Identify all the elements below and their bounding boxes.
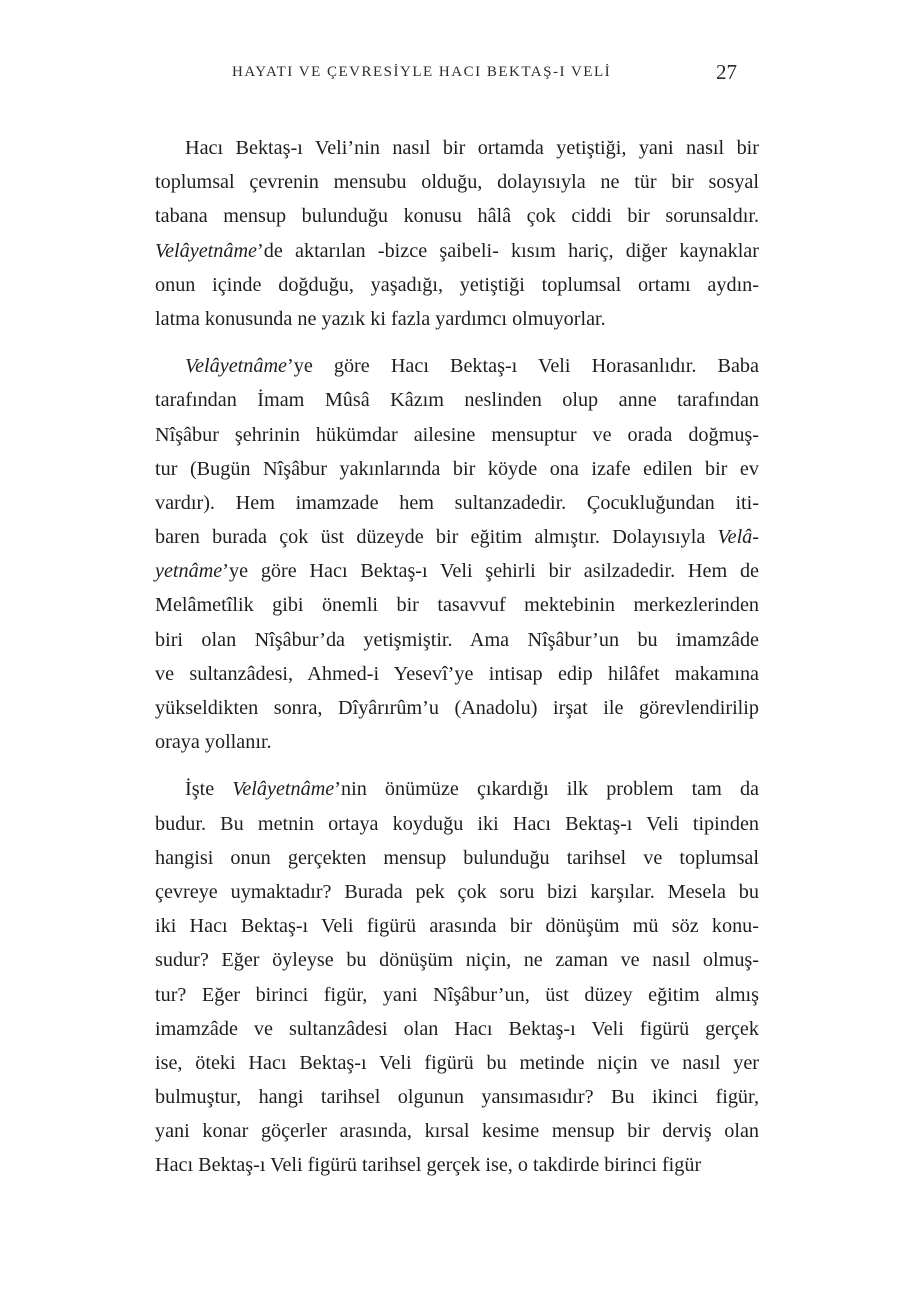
text-line (155, 807, 759, 841)
text-segment: baren burada çok üst düzeyde bir eğitim almıştır. Dolayısıyla (155, 526, 718, 549)
text-line (155, 1012, 759, 1046)
text-segment: yani konar göçerler arasında, kırsal kesime mensup bir derviş olan (155, 1120, 759, 1143)
text-segment: İşte (185, 778, 233, 801)
text-line (155, 841, 759, 875)
text-segment: ’ye göre Hacı Bektaş-ı Veli Horasanlıdır. Baba (287, 355, 759, 378)
running-head (0, 60, 900, 90)
text-segment: vardır). Hem imamzade hem sultanzadedir. Çocukluğundan iti- (155, 491, 759, 514)
text-segment: toplumsal çevrenin mensubu olduğu, dolayısıyla ne tür bir sosyal (155, 171, 759, 194)
text-segment: ’nin önümüze çıkardığı ilk problem tam da (334, 778, 759, 801)
text-line (155, 978, 759, 1012)
text-segment: ise, öteki Hacı Bektaş-ı Veli figürü bu metinde niçin ve nasıl yer (155, 1051, 759, 1074)
text-segment: budur. Bu metnin ortaya koyduğu iki Hacı Bektaş-ı Veli tipinden (155, 812, 759, 835)
text-line (155, 725, 759, 759)
text-line (155, 1148, 759, 1182)
text-segment: tur (Bugün Nîşâbur yakınlarında bir köyde ona izafe edilen bir ev (155, 457, 759, 480)
running-head-title: HAYATI VE ÇEVRESİYLE HACI BEKTAŞ-I VELİ (232, 64, 612, 80)
text-line (155, 486, 759, 520)
text-line (155, 131, 759, 165)
text-segment: Hacı Bektaş-ı Veli figürü tarihsel gerçek ise, o takdirde birinci figür (155, 1154, 702, 1177)
text-segment: tur? Eğer birinci figür, yani Nîşâbur’un, üst düzey eğitim almış (155, 983, 759, 1006)
text-segment: Hacı Bektaş-ı Veli’nin nasıl bir ortamda yetiştiği, yani nasıl bir (185, 137, 759, 159)
italic-title-segment: Velâyetnâme (185, 355, 288, 378)
italic-title-segment: Velâyetnâme (232, 778, 335, 801)
text-segment: tabana mensup bulunduğu konusu hâlâ çok ciddi bir sorunsaldır. (155, 205, 759, 228)
text-segment: oraya yollanır. (155, 731, 272, 754)
italic-title-segment: yetnâme (155, 560, 223, 583)
text-segment: bulmuştur, hangi tarihsel olgunun yansımasıdır? Bu ikinci figür, (155, 1086, 759, 1109)
text-line (155, 588, 759, 622)
text-segment: biri olan Nîşâbur’da yetişmiştir. Ama Nîşâbur’un bu imamzâde (155, 628, 759, 651)
paragraph (155, 131, 759, 336)
text-segment: tarafından İmam Mûsâ Kâzım neslinden olup anne tarafından (155, 389, 759, 412)
paragraph (155, 349, 759, 759)
paragraph-gap (155, 759, 759, 772)
text-segment: hangisi onun gerçekten mensup bulunduğu tarihsel ve toplumsal (155, 846, 759, 869)
text-line (155, 199, 759, 233)
text-segment: yükseldikten sonra, Dîyârırûm’u (Anadolu) irşat ile görevlendirilip (155, 697, 759, 719)
text-segment: onun içinde doğduğu, yaşadığı, yetiştiği toplumsal ortamı aydın- (155, 273, 759, 296)
text-line (155, 1080, 759, 1114)
text-line (155, 520, 759, 554)
text-segment: iki Hacı Bektaş-ı Veli figürü arasında bir dönüşüm mü söz konu- (155, 915, 759, 938)
text-line (155, 452, 759, 486)
text-line (155, 165, 759, 199)
text-segment: Nîşâbur şehrinin hükümdar ailesine mensuptur ve orada doğmuş- (155, 423, 759, 446)
text-line (155, 691, 759, 725)
text-segment: ’de aktarılan -bizce şaibeli- kısım hariç, diğer kaynaklar (257, 239, 759, 262)
text-line (155, 875, 759, 909)
paragraph-gap (155, 336, 759, 349)
text-line (155, 1046, 759, 1080)
italic-title-segment: Velâyetnâme (155, 239, 258, 262)
text-segment: ’ye göre Hacı Bektaş-ı Veli şehirli bir asilzadedir. Hem de (222, 560, 759, 583)
text-segment: çevreye uymaktadır? Burada pek çok soru bizi karşılar. Mesela bu (155, 880, 759, 903)
text-line (155, 302, 759, 336)
text-segment: Melâmetîlik gibi önemli bir tasavvuf mektebinin merkezlerinden (155, 594, 759, 617)
page-number: 27 (716, 60, 737, 84)
paragraph (155, 772, 759, 1182)
text-line (155, 943, 759, 977)
text-line (155, 772, 759, 806)
text-line (155, 268, 759, 302)
text-line (155, 909, 759, 943)
text-line (155, 1114, 759, 1148)
text-line (155, 623, 759, 657)
italic-title-segment: Velâ- (717, 526, 759, 549)
text-line (155, 418, 759, 452)
text-line (155, 554, 759, 588)
text-segment: sudur? Eğer öyleyse bu dönüşüm niçin, ne zaman ve nasıl olmuş- (155, 949, 759, 972)
text-line (155, 657, 759, 691)
text-line (155, 383, 759, 417)
text-line (155, 234, 759, 268)
body-text (155, 131, 759, 1183)
text-segment: latma konusunda ne yazık ki fazla yardımcı olmuyorlar. (155, 307, 606, 330)
text-line (155, 349, 759, 383)
text-segment: imamzâde ve sultanzâdesi olan Hacı Bektaş-ı Veli figürü gerçek (155, 1017, 759, 1040)
text-segment: ve sultanzâdesi, Ahmed-i Yesevî’ye intisap edip hilâfet makamına (155, 662, 759, 685)
